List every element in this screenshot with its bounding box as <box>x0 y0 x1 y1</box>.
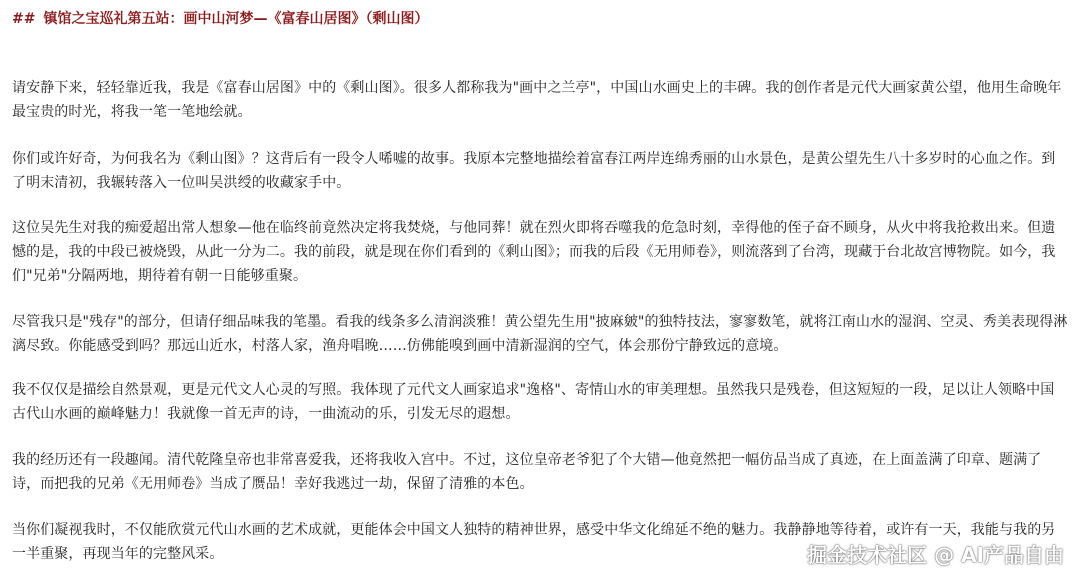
watermark: 掘金技术社区 @ AI产品自由 <box>807 543 1064 567</box>
paragraph-intro: 请安静下来，轻轻靠近我，我是《富春山居图》中的《剩山图》。很多人都称我为"画中之兰亭"，中国山水画史上的丰碑。我的创作者是元代大画家黄公望，他用生命晚年最宝贵的时光，将我一笔一笔地绘就。 <box>12 80 1062 120</box>
paragraph-closing: 当你们凝视我时，不仅能欣赏元代山水画的艺术成就，更能体会中国文人独特的精神世界，感受中华文化绵延不绝的魅力。我静静地等待着，或许有一天，我能与我的另一半重聚，再现当年的完整风采。 <box>12 522 1056 562</box>
page-title <box>12 8 428 30</box>
paragraph-name-origin: 你们或许好奇，为何我名为《剩山图》？这背后有一段令人唏嘘的故事。我原本完整地描绘着富春江两岸连绵秀丽的山水景色，是黄公望先生八十多岁时的心血之作。到了明末清初，我辗转落入一位叫吴洪绶的收藏家手中。 <box>12 151 1056 191</box>
heading-marker: ## <box>12 11 36 27</box>
paragraph-literati: 我不仅仅是描绘自然景观，更是元代文人心灵的写照。我体现了元代文人画家追求"逸格"、寄情山水的审美理想。虽然我只是残卷，但这短短的一段，足以让人领略中国古代山水画的巅峰魅力！我就像一首无声的诗，一曲流动的乐，引发无尽的遐想。 <box>12 382 1055 422</box>
paragraph-brushwork: 尽管我只是"残存"的部分，但请仔细品味我的笔墨。看我的线条多么清润淡雅！黄公望先生用"披麻皴"的独特技法，寥寥数笔，就将江南山水的湿润、空灵、秀美表现得淋漓尽致。你能感受到吗？那远山近水，村落人家，渔舟唱晚……仿佛能嗅到画中清新湿润的空气，体会那份宁静致远的意境。 <box>12 314 1068 354</box>
paragraph-qianlong: 我的经历还有一段趣闻。清代乾隆皇帝也非常喜爱我，还将我收入宫中。不过，这位皇帝老爷犯了个大错—他竟然把一幅仿品当成了真迹，在上面盖满了印章、题满了诗，而把我的兄弟《无用师卷》当成了赝品！幸好我逃过一劫，保留了清雅的本色。 <box>12 452 1042 492</box>
heading-text: 镇馆之宝巡礼第五站：画中山河梦—《富春山居图》（剩山图） <box>43 11 429 27</box>
paragraph-fire-story: 这位吴先生对我的痴爱超出常人想象—他在临终前竟然决定将我焚烧，与他同葬！就在烈火即将吞噬我的危急时刻，幸得他的侄子奋不顾身，从火中将我抢救出来。但遗憾的是，我的中段已被烧毁，从此一分为二。我的前段，就是现在你们看到的《剩山图》；而我的后段《无用师卷》，则流落到了台湾，现藏于台北故宫博物院。如今，我们"兄弟"分隔两地，期待着有朝一日能够重聚。 <box>12 220 1056 284</box>
